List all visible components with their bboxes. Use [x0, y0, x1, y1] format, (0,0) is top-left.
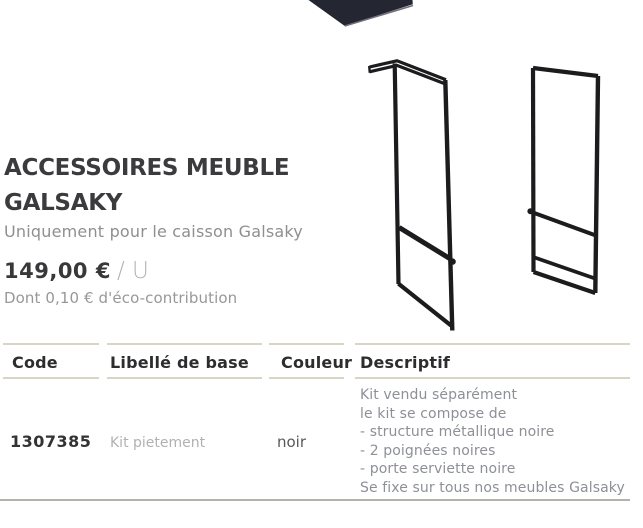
column-header-libelle: Libellé de base	[110, 353, 249, 372]
table-rule-top-seg2	[107, 343, 262, 345]
column-header-descriptif: Descriptif	[360, 353, 451, 372]
table-rule-header-seg4	[355, 377, 630, 379]
descriptif-line: - 2 poignées noires	[360, 442, 496, 459]
table-rule-header-seg2	[107, 377, 262, 379]
price-value: 149,00 €	[4, 259, 111, 283]
kit-pietement-frame-front	[527, 68, 598, 293]
row-descriptif	[360, 386, 635, 497]
price-unit: / U	[116, 258, 149, 284]
eco-contribution-note: Dont 0,10 € d'éco-contribution	[4, 289, 238, 307]
descriptif-line: le kit se compose de	[360, 405, 507, 422]
descriptif-line: Kit vendu séparément	[360, 387, 518, 403]
descriptif-line: - structure métallique noire	[360, 424, 555, 440]
descriptif-line: - porte serviette noire	[360, 461, 516, 477]
column-header-code: Code	[12, 353, 58, 372]
dark-panel-corner-icon	[309, 0, 414, 26]
row-libelle: Kit pietement	[110, 435, 206, 451]
table-rule-header-seg1	[3, 377, 99, 379]
kit-pietement-frame-angled	[369, 61, 456, 331]
page-title	[4, 151, 344, 221]
table-rule-header-seg3	[269, 377, 344, 379]
descriptif-line: Se fixe sur tous nos meubles Galsaky	[360, 479, 625, 496]
table-rule-top-seg3	[269, 343, 344, 345]
table-rule-top-seg4	[355, 343, 630, 345]
page-title-line-2: GALSAKY	[4, 190, 123, 216]
row-couleur: noir	[277, 433, 307, 451]
table-rule-top-seg1	[3, 343, 99, 345]
table-rule-bottom	[0, 499, 630, 501]
product-subtitle: Uniquement pour le caisson Galsaky	[4, 222, 303, 241]
price-row	[4, 258, 254, 284]
column-header-couleur: Couleur	[281, 353, 353, 372]
row-code: 1307385	[10, 432, 92, 451]
page-title-line-1: ACCESSOIRES MEUBLE	[4, 155, 290, 181]
